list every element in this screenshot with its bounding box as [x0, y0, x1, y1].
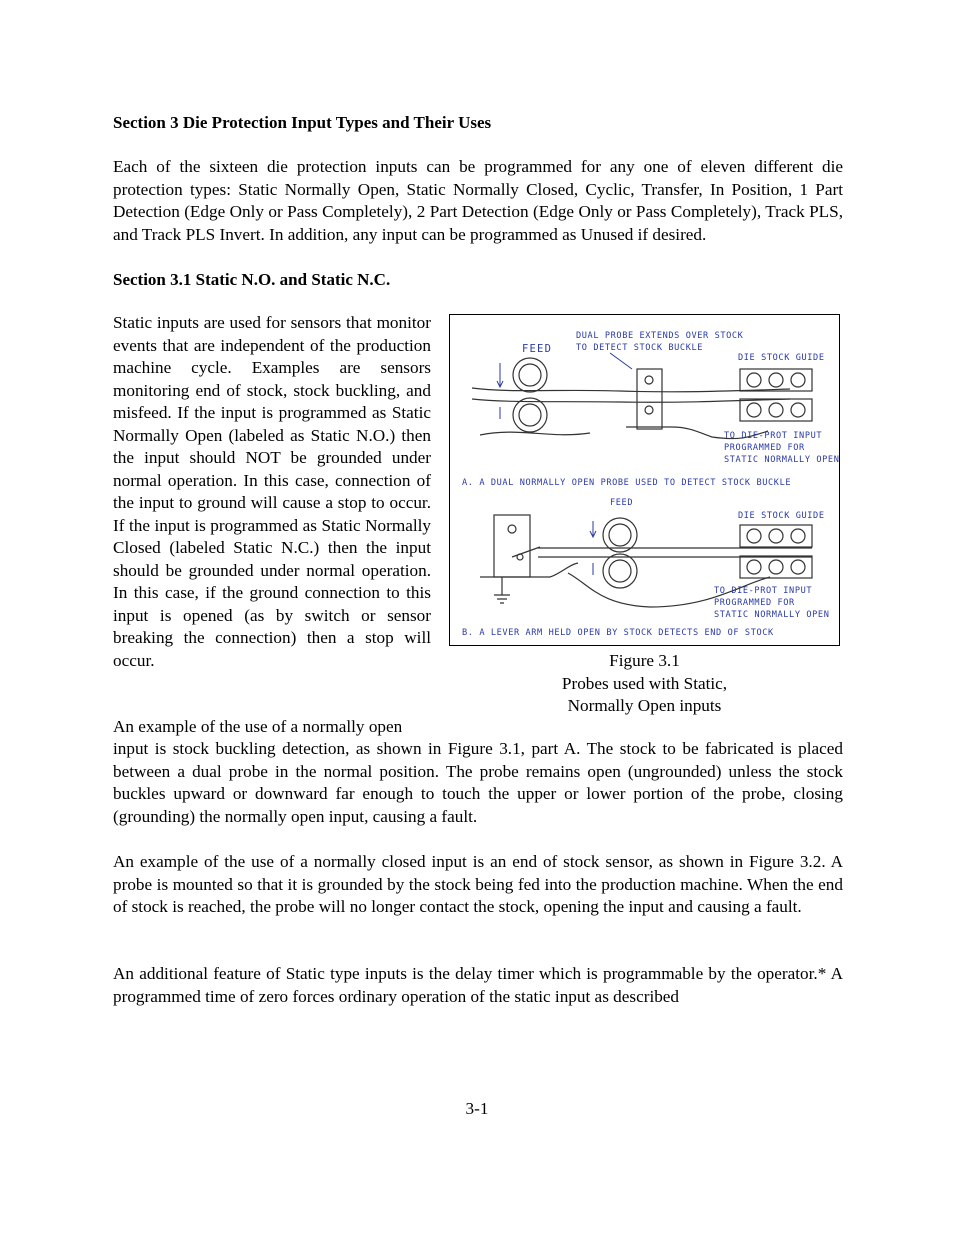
- page-number: 3-1: [465, 1099, 489, 1118]
- guide-roller-a-6: [791, 403, 805, 417]
- to-die-prot-input-a-line3: STATIC NORMALLY OPEN: [724, 455, 840, 465]
- normally-closed-example-paragraph: An example of the use of a normally closed input is an end of stock sensor, as shown in Figure 3.2. A probe is mounted so that it is grounded by the stock being fed into the production machine. When the end of stock is reached, the probe will no longer contact the stock, opening the input and causing a fault.: [113, 852, 843, 916]
- guide-roller-a-3: [791, 373, 805, 387]
- section-3-1-title: Section 3.1 Static N.O. and Static N.C.: [113, 270, 391, 289]
- guide-roller-a-5: [769, 403, 783, 417]
- die-stock-guide-upper-b: [740, 525, 812, 547]
- lever-arm-contact: [508, 525, 516, 533]
- dual-probe-upper-contact: [645, 376, 653, 384]
- normally-open-example-paragraph: input is stock buckling detection, as shown in Figure 3.1, part A. The stock to be fabricated is placed between a dual probe in the normal position. The probe remains open (ungrounded) unless the stock buckles upward or downward far enough to touch the upper or lower portion of the probe, closing (grounding) the normally open input, causing a fault.: [113, 739, 843, 826]
- dual-probe-lower-contact: [645, 406, 653, 414]
- guide-roller-b-4: [747, 560, 761, 574]
- figure-caption-line2: Probes used with Static,: [561, 674, 728, 693]
- die-stock-guide-lower-a: [740, 399, 812, 421]
- figure-part-a-caption: A. A DUAL NORMALLY OPEN PROBE USED TO DETECT STOCK BUCKLE: [462, 478, 792, 488]
- static-inputs-paragraph: Static inputs are used for sensors that monitor events that are independent of the production machine cycle. Examples are sensors monitoring end of stock, stock buckling, and misfeed. If the input is programmed as Static Normally Open (labeled as Static N.O.) then the input should NOT be grounded under normal operation. In this case, connection of the input to ground will cause a stop to occur. If the input is programmed as Static Normally Closed (labeled Static N.C.) then the input should be grounded under normal operation. In this case, if the ground connection to this input is opened (as by switch or sensor breaking the connection) then a stop will occur.: [113, 313, 431, 670]
- feed-label-a: FEED: [522, 343, 553, 355]
- feed-roller-upper-a: [513, 358, 547, 392]
- guide-roller-b-5: [769, 560, 783, 574]
- feed-roller-lower-inner-b: [609, 560, 631, 582]
- lever-pivot: [517, 554, 523, 560]
- guide-roller-a-1: [747, 373, 761, 387]
- figure-caption-line3: Normally Open inputs: [567, 696, 722, 715]
- to-die-prot-input-a-line2: PROGRAMMED FOR: [724, 443, 805, 453]
- figure-3-1-diagram: [449, 314, 840, 646]
- guide-roller-b-1: [747, 529, 761, 543]
- section-3-title: Section 3 Die Protection Input Types and Their Uses: [113, 113, 492, 132]
- dual-probe-label-line2: TO DETECT STOCK BUCKLE: [576, 343, 704, 353]
- to-die-prot-input-a-line1: TO DIE-PROT INPUT: [724, 431, 823, 441]
- dual-probe-label-line1: DUAL PROBE EXTENDS OVER STOCK: [576, 331, 744, 341]
- die-stock-guide-label-b: DIE STOCK GUIDE: [738, 511, 825, 521]
- to-die-prot-input-b-line2: PROGRAMMED FOR: [714, 598, 795, 608]
- to-die-prot-input-b-line3: STATIC NORMALLY OPEN: [714, 610, 830, 620]
- feed-roller-upper-inner-b: [609, 524, 631, 546]
- lever-arm-housing: [494, 515, 530, 577]
- to-die-prot-input-b-line1: TO DIE-PROT INPUT: [714, 586, 813, 596]
- guide-roller-b-2: [769, 529, 783, 543]
- delay-timer-paragraph: An additional feature of Static type inputs is the delay timer which is programmable by the operator.* A programmed time of zero forces ordinary operation of the static input as described: [113, 964, 843, 1006]
- figure-part-b-caption: B. A LEVER ARM HELD OPEN BY STOCK DETECTS END OF STOCK: [462, 628, 774, 638]
- dual-probe-body: [637, 369, 662, 429]
- stock-curve-a: [480, 432, 590, 435]
- lever-wire-b: [550, 563, 578, 577]
- guide-roller-b-6: [791, 560, 805, 574]
- feed-roller-lower-inner-a: [519, 404, 541, 426]
- guide-roller-b-3: [791, 529, 805, 543]
- lever-arm: [512, 547, 540, 557]
- guide-roller-a-2: [769, 373, 783, 387]
- feed-roller-upper-inner-a: [519, 364, 541, 386]
- ground-symbol: [480, 577, 550, 603]
- die-stock-guide-label-a: DIE STOCK GUIDE: [738, 353, 825, 363]
- guide-roller-a-4: [747, 403, 761, 417]
- feed-roller-lower-b: [603, 554, 637, 588]
- feed-label-b: FEED: [610, 498, 634, 508]
- feed-roller-lower-a: [513, 398, 547, 432]
- dual-probe-leader-line: [610, 353, 632, 369]
- figure-caption-title: Figure 3.1: [609, 651, 680, 670]
- feed-roller-upper-b: [603, 518, 637, 552]
- die-stock-guide-upper-a: [740, 369, 812, 391]
- normally-open-example-first-line: An example of the use of a normally open: [113, 717, 403, 736]
- section-3-intro: Each of the sixteen die protection inputs can be programmed for any one of eleven different die protection types: Static Normally Open, Static Normally Closed, Cyclic, Transfer, In Position, 1 Part Detection (Edge Only or Pass Completely), 2 Part Detection (Edge Only or Pass Completely), Track PLS, and Track PLS Invert. In addition, any input can be programmed as Unused if desired.: [113, 157, 843, 244]
- die-stock-guide-lower-b: [740, 556, 812, 578]
